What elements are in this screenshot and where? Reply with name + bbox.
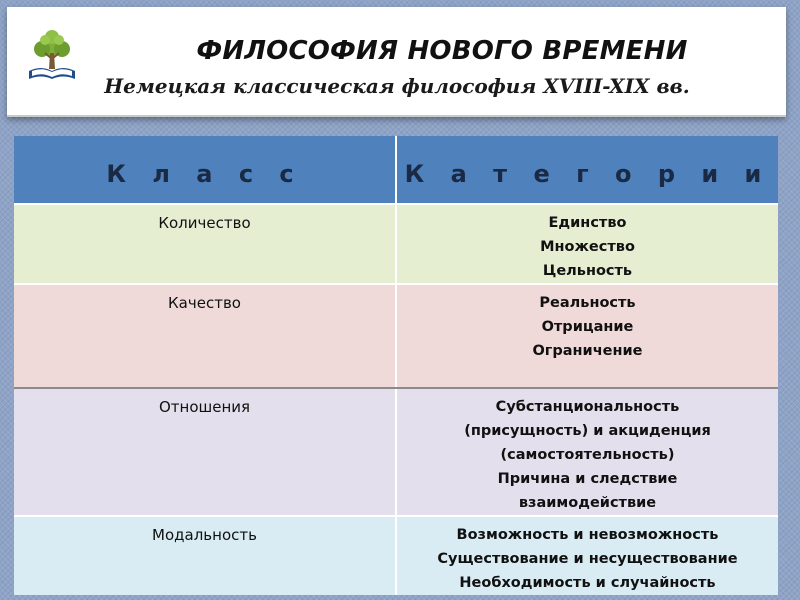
column-header-class: К л а с с [14,136,396,204]
class-cell: Качество [14,284,396,388]
categories-cell [396,284,778,388]
category-item: Единство [548,215,627,231]
category-item: Необходимость и случайность [459,575,716,591]
category-item: Возможность и невозможность [456,527,719,543]
table-row [14,284,778,388]
category-item: Существование и несуществование [437,551,738,567]
categories-cell [396,204,778,284]
table-header-row [14,136,778,204]
table-row [14,204,778,284]
categories-cell [396,516,778,595]
slide-subtitle: Немецкая классическая философия XVIII-XIX вв. [104,74,690,98]
class-cell: Отношения [14,388,396,516]
class-cell: Количество [14,204,396,284]
category-item: (присущность) и акциденция [464,423,711,439]
category-item: Множество [540,239,635,255]
column-header-categories: К а т е г о р и и [396,136,778,204]
categories-cell [396,388,778,516]
category-item: Субстанциональность [495,399,680,415]
category-item: (самостоятельность) [500,447,675,463]
category-item: Отрицание [541,319,634,335]
table-row [14,516,778,595]
category-item: Ограничение [532,343,643,359]
category-item: Реальность [539,295,636,311]
class-cell: Модальность [14,516,396,595]
category-item: взаимодействие [518,495,657,511]
slide-header [7,7,786,117]
table-row [14,388,778,516]
slide-title: ФИЛОСОФИЯ НОВОГО ВРЕМЕНИ [196,36,688,66]
tree-book-icon [21,25,83,87]
categories-table [14,136,778,595]
category-item: Цельность [542,263,633,279]
category-item: Причина и следствие [497,471,678,487]
